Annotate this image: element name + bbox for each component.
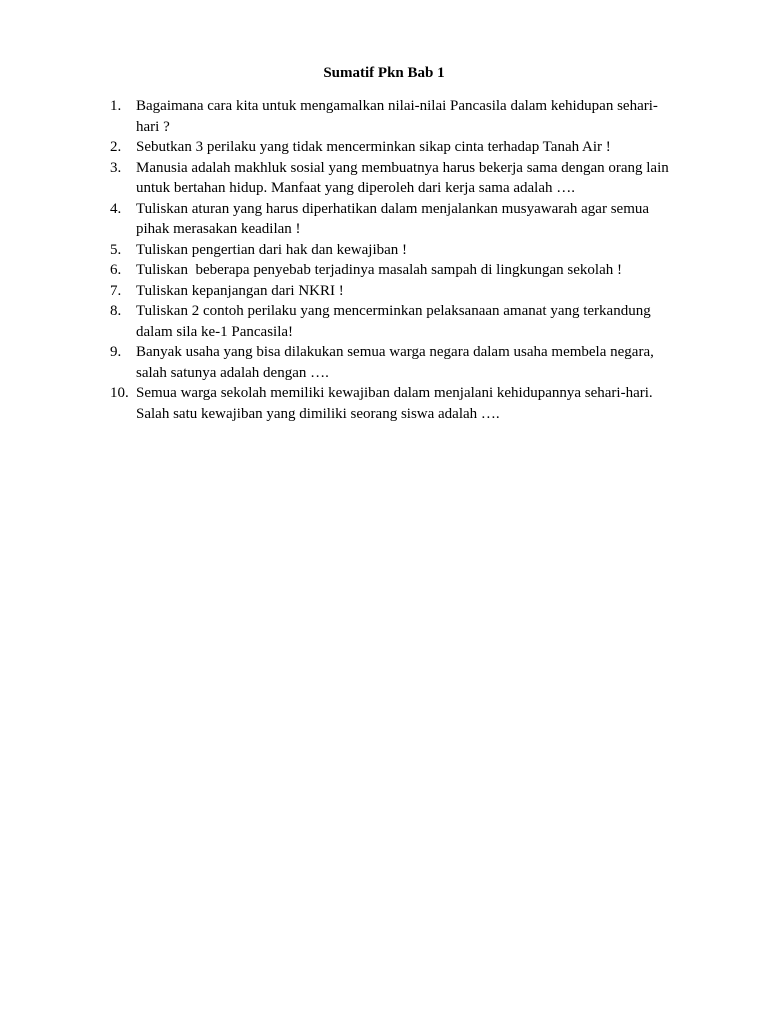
question-text: Manusia adalah makhluk sosial yang membuatnya harus bekerja sama dengan orang lain untuk bertahan hidup. Manfaat yang diperoleh dari kerja sama adalah …. [136,159,669,196]
question-item-4 [110,199,680,240]
question-text: Banyak usaha yang bisa dilakukan semua warga negara dalam usaha membela negara, salah satunya adalah dengan …. [136,344,654,381]
question-number: 9. [110,344,122,360]
question-item-5 [110,240,680,261]
question-text: Tuliskan 2 contoh perilaku yang mencerminkan pelaksanaan amanat yang terkandung dalam sila ke-1 Pancasila! [136,303,651,340]
question-item-3 [110,158,680,199]
question-item-6 [110,260,680,281]
question-text: Tuliskan beberapa penyebab terjadinya masalah sampah di lingkungan sekolah ! [136,262,622,278]
question-text: Tuliskan pengertian dari hak dan kewajiban ! [136,241,408,258]
question-number: 5. [110,241,122,258]
question-text: Sebutkan 3 perilaku yang tidak mencerminkan sikap cinta terhadap Tanah Air ! [136,139,611,155]
question-number: 8. [110,303,122,319]
question-text: Tuliskan kepanjangan dari NKRI ! [136,282,344,299]
question-text: Tuliskan aturan yang harus diperhatikan dalam menjalankan musyawarah agar semua pihak merasakan keadilan ! [136,200,650,237]
question-item-1 [110,96,680,137]
question-number: 2. [110,139,122,155]
question-item-2 [110,137,680,158]
question-number: 4. [110,200,122,217]
question-text: Bagaimana cara kita untuk mengamalkan nilai-nilai Pancasila dalam kehidupan sehari-hari ? [136,98,658,135]
question-number: 1. [110,98,122,114]
question-item-8 [110,301,680,342]
question-item-9 [110,342,680,383]
question-number: 7. [110,282,122,299]
question-item-10 [110,383,680,424]
question-text: Semua warga sekolah memiliki kewajiban dalam menjalani kehidupannya sehari-hari. Salah satu kewajiban yang dimiliki seorang siswa adalah …. [136,385,653,422]
document-title: Sumatif Pkn Bab 1 [323,65,445,81]
question-number: 3. [110,159,122,176]
question-number: 6. [110,262,122,278]
question-number: 10. [110,385,129,401]
question-list [110,96,680,424]
question-item-7 [110,281,680,302]
